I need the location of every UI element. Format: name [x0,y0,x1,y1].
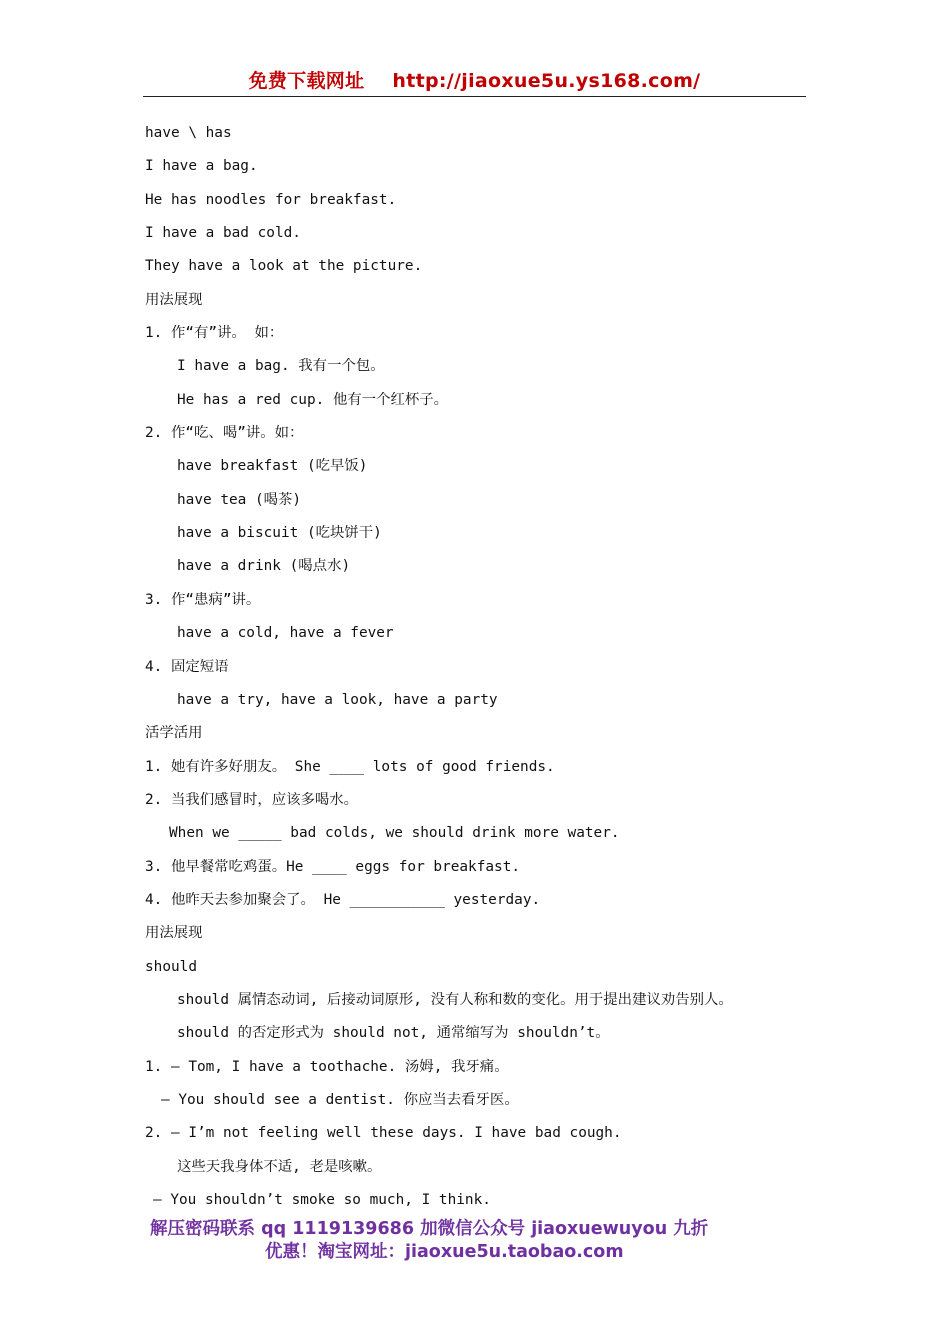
document-body [145,120,825,1220]
text-line: have a drink (喝点水) [177,558,351,575]
text-line: I have a bag. 我有一个包。 [177,358,385,375]
text-line: have a cold, have a fever [177,625,394,642]
text-line: 4. 固定短语 [145,658,229,675]
text-line: have a biscuit (吃块饼干) [177,525,382,542]
text-line: 活学活用 [145,725,203,742]
text-line: have a try, have a look, have a party [177,691,498,708]
text-line: should 的否定形式为 should not, 通常缩写为 shouldn’t。 [177,1025,610,1042]
text-line: 3. 作“患病”讲。 [145,591,261,608]
page-header [143,66,806,97]
text-line: 这些天我身体不适, 老是咳嗽。 [177,1158,382,1175]
text-line: have \ has [145,125,232,141]
text-line: 4. 他昨天去参加聚会了。 He ___________ yesterday. [145,891,541,908]
text-line: When we _____ bad colds, we should drink more water. [169,825,620,842]
footer-line-2: 优惠！淘宝网址：jiaoxue5u.taobao.com [265,1242,624,1262]
text-line: should 属情态动词, 后接动词原形, 没有人称和数的变化。用于提出建议劝告别人。 [177,991,733,1008]
text-line: He has a red cup. 他有一个红杯子。 [177,391,449,408]
text-line: 用法展现 [145,291,203,308]
text-line: 2. 当我们感冒时，应该多喝水。 [145,791,359,808]
text-line: 2. — I’m not feeling well these days. I have bad cough. [145,1125,622,1142]
text-line: 1. 作“有”讲。 如： [145,325,284,342]
text-line: 1. — Tom, I have a toothache. 汤姆, 我牙痛。 [145,1058,509,1075]
text-line: They have a look at the picture. [145,258,423,275]
text-line: have tea (喝茶) [177,491,302,508]
text-line: — You shouldn’t smoke so much, I think. [153,1192,491,1208]
footer-line-1: 解压密码联系 qq 1119139686 加微信公众号 jiaoxuewuyou 九折 [150,1219,709,1239]
text-line: I have a bad cold. [145,225,301,242]
header-label: 免费下载网址 [248,70,365,92]
text-line: 3. 他早餐常吃鸡蛋。He ____ eggs for breakfast. [145,858,521,875]
text-line: I have a bag. [145,158,258,175]
page-footer [150,1218,790,1264]
header-url-link[interactable]: http://jiaoxue5u.ys168.com/ [392,70,701,92]
text-line: should [145,958,197,975]
text-line: — You should see a dentist. 你应当去看牙医。 [161,1091,519,1108]
text-line: He has noodles for breakfast. [145,191,397,208]
text-line: 用法展现 [145,925,203,942]
text-line: 2. 作“吃、喝”讲。如： [145,425,304,442]
text-line: have breakfast (吃早饭) [177,458,368,475]
text-line: 1. 她有许多好朋友。 She ____ lots of good friends. [145,758,555,775]
